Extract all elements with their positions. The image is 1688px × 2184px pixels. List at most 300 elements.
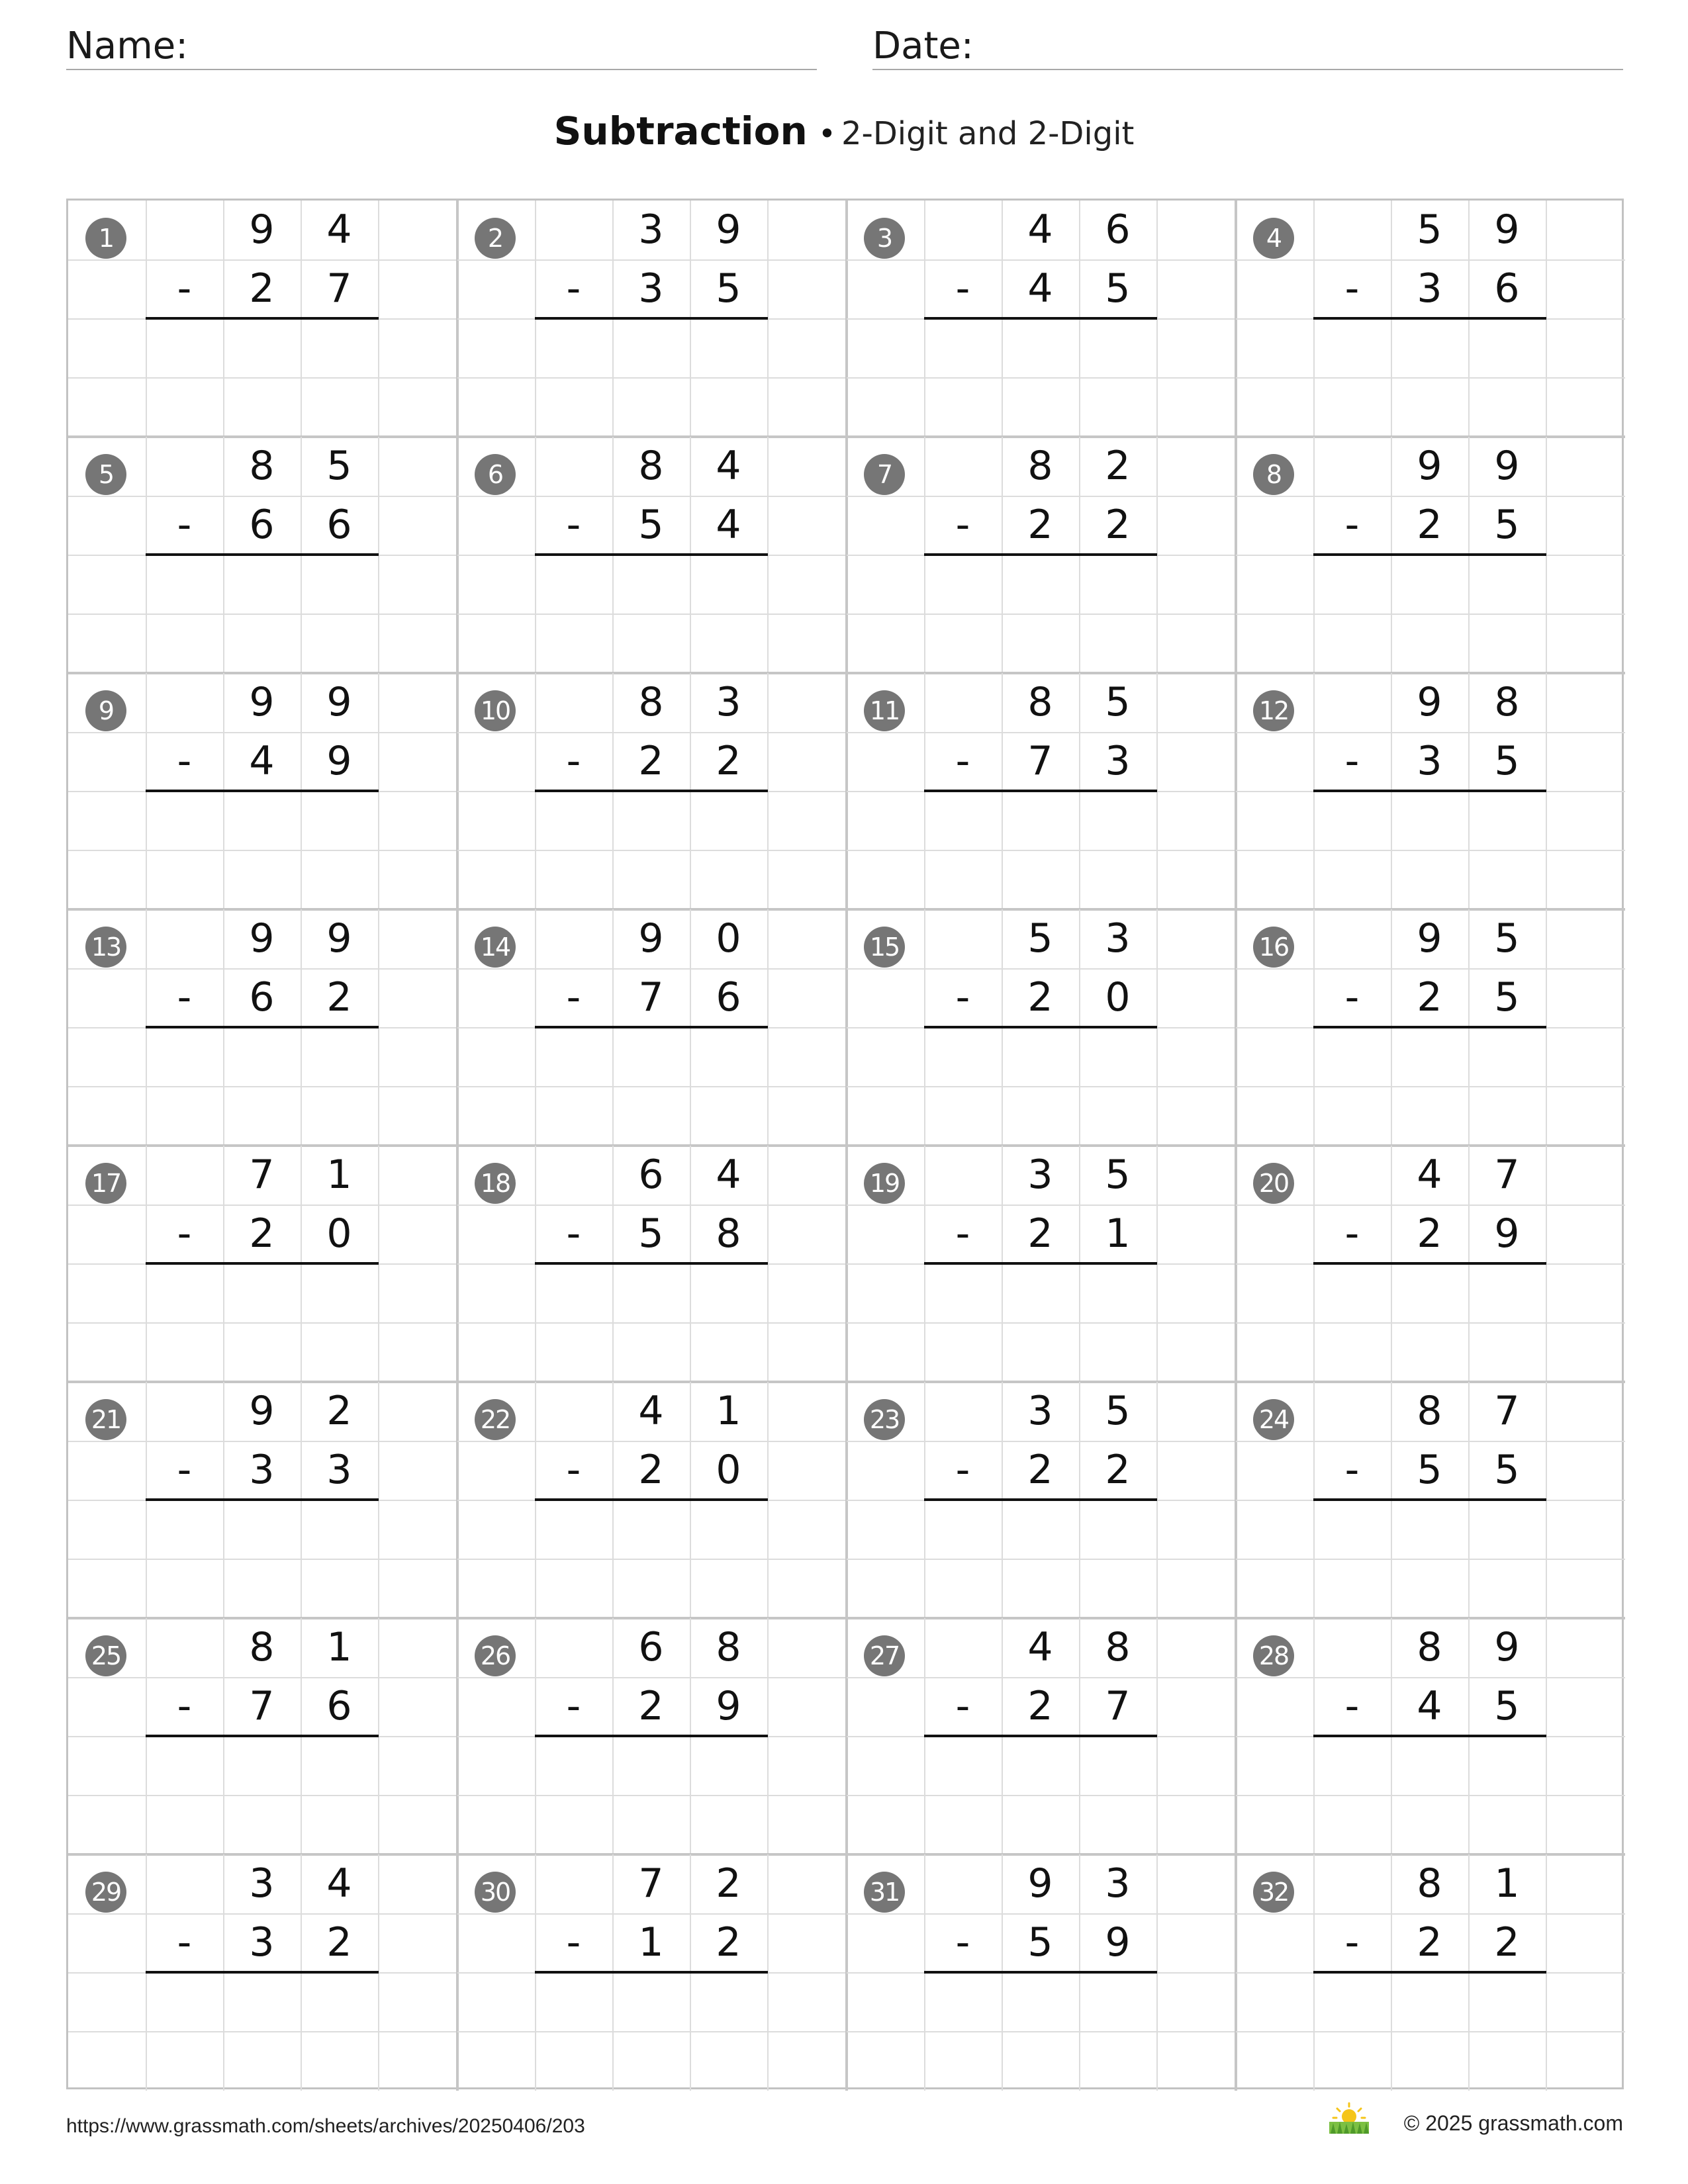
- subtrahend-ones-digit: 9: [1494, 1210, 1520, 1257]
- problem-cell: [847, 1146, 1236, 1382]
- answer-line: [1313, 553, 1546, 556]
- problem-cell: [1236, 1382, 1625, 1618]
- grid-line: [68, 1322, 457, 1324]
- name-field[interactable]: [66, 24, 817, 70]
- minus-sign: -: [1344, 265, 1360, 312]
- answer-line: [535, 553, 768, 556]
- subtrahend-ones-digit: 3: [1105, 738, 1131, 784]
- minuend-tens-digit: 9: [1027, 1860, 1053, 1907]
- problem-number-badge: 3: [864, 218, 905, 259]
- problem-cell: [68, 201, 457, 437]
- problem-number-badge: 9: [85, 690, 126, 731]
- minuend-tens-digit: 9: [1417, 915, 1442, 962]
- subtrahend-ones-digit: 5: [1494, 974, 1520, 1021]
- minuend-tens-digit: 4: [1417, 1152, 1442, 1198]
- answer-line: [146, 1262, 379, 1265]
- minuend-ones-digit: 5: [1105, 1152, 1131, 1198]
- problem-number-badge: 4: [1253, 218, 1294, 259]
- subtrahend-tens-digit: 7: [249, 1683, 275, 1729]
- minuend-tens-digit: 4: [638, 1388, 664, 1434]
- problem-number-badge: 21: [85, 1399, 126, 1440]
- minuend-ones-digit: 6: [1105, 206, 1131, 253]
- minus-sign: -: [566, 738, 581, 784]
- minus-sign: -: [177, 265, 192, 312]
- minuend-ones-digit: 9: [326, 679, 352, 725]
- title-separator: •: [818, 116, 836, 152]
- answer-line: [924, 1498, 1157, 1501]
- subtrahend-ones-digit: 6: [326, 1683, 352, 1729]
- minuend-tens-digit: 9: [249, 679, 275, 725]
- problem-number-badge: 7: [864, 454, 905, 495]
- answer-line: [535, 1971, 768, 1974]
- problem-number-badge: 19: [864, 1163, 905, 1204]
- problem-number-badge: 32: [1253, 1872, 1294, 1913]
- minuend-tens-digit: 6: [638, 1624, 664, 1670]
- problem-number-badge: 18: [475, 1163, 516, 1204]
- minuend-tens-digit: 7: [249, 1152, 275, 1198]
- subtrahend-ones-digit: 2: [1105, 1447, 1131, 1493]
- minuend-ones-digit: 1: [326, 1152, 352, 1198]
- answer-line: [146, 1735, 379, 1737]
- minus-sign: -: [177, 1919, 192, 1966]
- title-subtitle: 2-Digit and 2-Digit: [841, 115, 1135, 152]
- problem-cell: [457, 437, 847, 673]
- minuend-tens-digit: 9: [1417, 679, 1442, 725]
- grid-line: [457, 2031, 847, 2032]
- minuend-tens-digit: 9: [249, 915, 275, 962]
- problem-cell: [457, 1146, 847, 1382]
- problem-cell: [68, 909, 457, 1146]
- minus-sign: -: [1344, 1210, 1360, 1257]
- subtrahend-tens-digit: 6: [249, 502, 275, 548]
- subtrahend-ones-digit: 5: [1105, 265, 1131, 312]
- answer-line: [146, 1026, 379, 1028]
- answer-line: [924, 317, 1157, 320]
- minuend-tens-digit: 9: [249, 206, 275, 253]
- minuend-ones-digit: 9: [716, 206, 741, 253]
- answer-line: [924, 1971, 1157, 1974]
- minuend-ones-digit: 5: [326, 443, 352, 489]
- subtrahend-ones-digit: 0: [716, 1447, 741, 1493]
- subtrahend-ones-digit: 7: [1105, 1683, 1131, 1729]
- grid-line: [457, 1322, 847, 1324]
- problem-cell: [847, 1618, 1236, 1854]
- subtrahend-tens-digit: 7: [1027, 738, 1053, 784]
- answer-line: [146, 790, 379, 792]
- problem-cell: [68, 1146, 457, 1382]
- problem-number-badge: 23: [864, 1399, 905, 1440]
- minuend-ones-digit: 4: [716, 1152, 741, 1198]
- minuend-tens-digit: 5: [1027, 915, 1053, 962]
- minuend-ones-digit: 4: [326, 206, 352, 253]
- minuend-ones-digit: 0: [716, 915, 741, 962]
- answer-line: [1313, 1498, 1546, 1501]
- minus-sign: -: [566, 1447, 581, 1493]
- problem-cell: [1236, 673, 1625, 909]
- minus-sign: -: [1344, 974, 1360, 1021]
- subtrahend-ones-digit: 6: [1494, 265, 1520, 312]
- grid-line: [68, 1559, 457, 1560]
- minuend-tens-digit: 6: [638, 1152, 664, 1198]
- minus-sign: -: [955, 1683, 970, 1729]
- minuend-ones-digit: 7: [1494, 1152, 1520, 1198]
- grid-line: [68, 1086, 457, 1087]
- minus-sign: -: [955, 265, 970, 312]
- answer-line: [924, 1735, 1157, 1737]
- minuend-tens-digit: 9: [638, 915, 664, 962]
- minuend-ones-digit: 4: [326, 1860, 352, 1907]
- minus-sign: -: [177, 1210, 192, 1257]
- problem-cell: [457, 201, 847, 437]
- grid-line: [68, 614, 457, 615]
- subtrahend-tens-digit: 2: [249, 1210, 275, 1257]
- problem-number-badge: 2: [475, 218, 516, 259]
- minus-sign: -: [1344, 738, 1360, 784]
- minuend-tens-digit: 5: [1417, 206, 1442, 253]
- subtrahend-tens-digit: 1: [638, 1919, 664, 1966]
- answer-line: [146, 1498, 379, 1501]
- subtrahend-tens-digit: 2: [1027, 1683, 1053, 1729]
- minuend-ones-digit: 1: [716, 1388, 741, 1434]
- problem-number-badge: 28: [1253, 1635, 1294, 1676]
- problem-cell: [1236, 909, 1625, 1146]
- minus-sign: -: [1344, 1919, 1360, 1966]
- subtrahend-ones-digit: 2: [1494, 1919, 1520, 1966]
- problem-number-badge: 15: [864, 927, 905, 968]
- problem-cell: [1236, 1146, 1625, 1382]
- problem-number-badge: 1: [85, 218, 126, 259]
- subtrahend-tens-digit: 3: [1417, 738, 1442, 784]
- problem-cell: [847, 1854, 1236, 2091]
- minuend-tens-digit: 8: [1417, 1624, 1442, 1670]
- minus-sign: -: [566, 502, 581, 548]
- problem-number-badge: 12: [1253, 690, 1294, 731]
- minuend-ones-digit: 9: [326, 915, 352, 962]
- answer-line: [535, 317, 768, 320]
- subtrahend-tens-digit: 3: [1417, 265, 1442, 312]
- answer-line: [1313, 1026, 1546, 1028]
- grid-line: [457, 377, 847, 379]
- problem-number-badge: 27: [864, 1635, 905, 1676]
- minuend-ones-digit: 8: [716, 1624, 741, 1670]
- minus-sign: -: [955, 1210, 970, 1257]
- minuend-tens-digit: 4: [1027, 1624, 1053, 1670]
- problem-number-badge: 22: [475, 1399, 516, 1440]
- subtrahend-tens-digit: 3: [638, 265, 664, 312]
- grid-line: [847, 614, 1236, 615]
- answer-line: [535, 790, 768, 792]
- subtrahend-tens-digit: 4: [1417, 1683, 1442, 1729]
- subtrahend-tens-digit: 2: [1417, 502, 1442, 548]
- subtrahend-tens-digit: 3: [249, 1919, 275, 1966]
- subtrahend-tens-digit: 2: [1417, 1919, 1442, 1966]
- minuend-tens-digit: 8: [1027, 679, 1053, 725]
- subtrahend-ones-digit: 6: [716, 974, 741, 1021]
- subtrahend-ones-digit: 5: [1494, 502, 1520, 548]
- grid-line: [1236, 614, 1625, 615]
- answer-line: [146, 317, 379, 320]
- minus-sign: -: [1344, 502, 1360, 548]
- problem-cell: [457, 1618, 847, 1854]
- grid-line: [847, 1795, 1236, 1796]
- minuend-tens-digit: 8: [249, 443, 275, 489]
- answer-line: [535, 1498, 768, 1501]
- minus-sign: -: [955, 1447, 970, 1493]
- minuend-ones-digit: 1: [1494, 1860, 1520, 1907]
- problem-cell: [68, 673, 457, 909]
- problem-number-badge: 31: [864, 1872, 905, 1913]
- problem-number-badge: 26: [475, 1635, 516, 1676]
- grid-line: [847, 377, 1236, 379]
- minus-sign: -: [566, 265, 581, 312]
- minus-sign: -: [955, 974, 970, 1021]
- problem-number-badge: 5: [85, 454, 126, 495]
- minuend-tens-digit: 3: [249, 1860, 275, 1907]
- subtrahend-ones-digit: 3: [326, 1447, 352, 1493]
- grid-line: [68, 1795, 457, 1796]
- problem-number-badge: 16: [1253, 927, 1294, 968]
- subtrahend-ones-digit: 2: [326, 1919, 352, 1966]
- subtrahend-ones-digit: 2: [326, 974, 352, 1021]
- minus-sign: -: [177, 974, 192, 1021]
- title-main: Subtraction: [553, 109, 808, 154]
- problem-cell: [457, 673, 847, 909]
- minuend-tens-digit: 9: [1417, 443, 1442, 489]
- problem-cell: [847, 201, 1236, 437]
- minuend-ones-digit: 9: [1494, 1624, 1520, 1670]
- grid-line: [457, 1795, 847, 1796]
- problem-cell: [68, 1618, 457, 1854]
- subtrahend-ones-digit: 7: [326, 265, 352, 312]
- grid-line: [1236, 1559, 1625, 1560]
- subtrahend-tens-digit: 2: [1027, 1210, 1053, 1257]
- answer-line: [1313, 1735, 1546, 1737]
- minuend-tens-digit: 7: [638, 1860, 664, 1907]
- problem-number-badge: 17: [85, 1163, 126, 1204]
- minus-sign: -: [1344, 1683, 1360, 1729]
- subtrahend-tens-digit: 5: [638, 502, 664, 548]
- answer-line: [924, 790, 1157, 792]
- problem-cell: [847, 673, 1236, 909]
- problem-number-badge: 13: [85, 927, 126, 968]
- answer-line: [1313, 1262, 1546, 1265]
- problem-number-badge: 14: [475, 927, 516, 968]
- subtrahend-ones-digit: 9: [326, 738, 352, 784]
- minuend-ones-digit: 5: [1105, 1388, 1131, 1434]
- problem-number-badge: 11: [864, 690, 905, 731]
- subtrahend-tens-digit: 2: [638, 1447, 664, 1493]
- grid-line: [457, 850, 847, 851]
- subtrahend-tens-digit: 2: [1027, 1447, 1053, 1493]
- subtrahend-ones-digit: 5: [1494, 738, 1520, 784]
- minuend-tens-digit: 3: [638, 206, 664, 253]
- problem-cell: [1236, 437, 1625, 673]
- minus-sign: -: [955, 1919, 970, 1966]
- problem-grid: [66, 199, 1624, 2089]
- minuend-tens-digit: 3: [1027, 1388, 1053, 1434]
- minuend-ones-digit: 3: [1105, 915, 1131, 962]
- minus-sign: -: [566, 1919, 581, 1966]
- subtrahend-ones-digit: 5: [716, 265, 741, 312]
- answer-line: [146, 553, 379, 556]
- minuend-tens-digit: 8: [1417, 1388, 1442, 1434]
- problem-cell: [457, 1382, 847, 1618]
- subtrahend-ones-digit: 0: [326, 1210, 352, 1257]
- problem-cell: [457, 1854, 847, 2091]
- minuend-ones-digit: 5: [1494, 915, 1520, 962]
- subtrahend-ones-digit: 9: [1105, 1919, 1131, 1966]
- subtrahend-tens-digit: 5: [638, 1210, 664, 1257]
- minuend-ones-digit: 8: [1494, 679, 1520, 725]
- minuend-ones-digit: 3: [1105, 1860, 1131, 1907]
- subtrahend-ones-digit: 4: [716, 502, 741, 548]
- answer-line: [535, 1262, 768, 1265]
- subtrahend-tens-digit: 5: [1027, 1919, 1053, 1966]
- subtrahend-tens-digit: 5: [1417, 1447, 1442, 1493]
- answer-line: [924, 1262, 1157, 1265]
- problem-cell: [847, 1382, 1236, 1618]
- answer-line: [1313, 790, 1546, 792]
- answer-line: [535, 1735, 768, 1737]
- minuend-ones-digit: 8: [1105, 1624, 1131, 1670]
- grid-line: [457, 614, 847, 615]
- subtrahend-ones-digit: 5: [1494, 1683, 1520, 1729]
- subtrahend-tens-digit: 6: [249, 974, 275, 1021]
- answer-line: [1313, 1971, 1546, 1974]
- subtrahend-ones-digit: 8: [716, 1210, 741, 1257]
- problem-cell: [847, 909, 1236, 1146]
- grid-line: [1236, 2031, 1625, 2032]
- subtrahend-ones-digit: 1: [1105, 1210, 1131, 1257]
- footer-url: https://www.grassmath.com/sheets/archives/20250406/203: [66, 2115, 585, 2137]
- grid-line: [847, 1322, 1236, 1324]
- subtrahend-tens-digit: 2: [638, 1683, 664, 1729]
- minuend-tens-digit: 8: [1417, 1860, 1442, 1907]
- problem-cell: [457, 909, 847, 1146]
- answer-line: [924, 553, 1157, 556]
- minus-sign: -: [566, 974, 581, 1021]
- subtrahend-tens-digit: 3: [249, 1447, 275, 1493]
- minus-sign: -: [566, 1210, 581, 1257]
- footer-copyright: © 2025 grassmath.com: [1403, 2111, 1623, 2135]
- answer-line: [146, 1971, 379, 1974]
- grid-line: [847, 2031, 1236, 2032]
- grid-line: [1236, 1795, 1625, 1796]
- problem-cell: [847, 437, 1236, 673]
- grid-line: [457, 1559, 847, 1560]
- subtrahend-tens-digit: 2: [1417, 1210, 1442, 1257]
- subtrahend-tens-digit: 2: [1417, 974, 1442, 1021]
- grid-line: [1236, 1086, 1625, 1087]
- problem-number-badge: 10: [475, 690, 516, 731]
- minus-sign: -: [177, 502, 192, 548]
- minuend-ones-digit: 9: [1494, 443, 1520, 489]
- date-field[interactable]: [872, 24, 1623, 70]
- grid-line: [68, 850, 457, 851]
- subtrahend-tens-digit: 2: [1027, 974, 1053, 1021]
- grid-line: [68, 377, 457, 379]
- subtrahend-tens-digit: 7: [638, 974, 664, 1021]
- minuend-ones-digit: 3: [716, 679, 741, 725]
- answer-line: [535, 1026, 768, 1028]
- minuend-ones-digit: 5: [1105, 679, 1131, 725]
- minuend-tens-digit: 8: [1027, 443, 1053, 489]
- subtrahend-ones-digit: 2: [716, 1919, 741, 1966]
- problem-number-badge: 6: [475, 454, 516, 495]
- date-label: Date:: [872, 24, 974, 68]
- minuend-tens-digit: 8: [638, 443, 664, 489]
- answer-line: [924, 1026, 1157, 1028]
- grass-sun-logo-icon: [1328, 2102, 1370, 2135]
- subtrahend-ones-digit: 2: [1105, 502, 1131, 548]
- minus-sign: -: [1344, 1447, 1360, 1493]
- problem-number-badge: 30: [475, 1872, 516, 1913]
- subtrahend-tens-digit: 4: [249, 738, 275, 784]
- subtrahend-ones-digit: 9: [716, 1683, 741, 1729]
- minuend-ones-digit: 7: [1494, 1388, 1520, 1434]
- minus-sign: -: [177, 1683, 192, 1729]
- subtrahend-tens-digit: 2: [249, 265, 275, 312]
- subtrahend-ones-digit: 2: [716, 738, 741, 784]
- problem-cell: [68, 1382, 457, 1618]
- grid-line: [457, 1086, 847, 1087]
- problem-number-badge: 25: [85, 1635, 126, 1676]
- minuend-tens-digit: 8: [638, 679, 664, 725]
- minus-sign: -: [177, 738, 192, 784]
- grid-line: [847, 1086, 1236, 1087]
- grid-line: [68, 2031, 457, 2032]
- minuend-tens-digit: 9: [249, 1388, 275, 1434]
- problem-number-badge: 24: [1253, 1399, 1294, 1440]
- problem-cell: [1236, 1618, 1625, 1854]
- problem-cell: [1236, 1854, 1625, 2091]
- worksheet-title: [0, 105, 1688, 167]
- minuend-ones-digit: 4: [716, 443, 741, 489]
- subtrahend-tens-digit: 4: [1027, 265, 1053, 312]
- minuend-ones-digit: 2: [326, 1388, 352, 1434]
- problem-number-badge: 20: [1253, 1163, 1294, 1204]
- grid-line: [1236, 850, 1625, 851]
- problem-cell: [68, 1854, 457, 2091]
- problem-cell: [1236, 201, 1625, 437]
- problem-number-badge: 8: [1253, 454, 1294, 495]
- subtrahend-ones-digit: 6: [326, 502, 352, 548]
- minuend-ones-digit: 1: [326, 1624, 352, 1670]
- grid-line: [847, 1559, 1236, 1560]
- grid-line: [847, 850, 1236, 851]
- grid-line: [1236, 1322, 1625, 1324]
- minuend-ones-digit: 9: [1494, 206, 1520, 253]
- minuend-tens-digit: 8: [249, 1624, 275, 1670]
- grid-line: [1236, 377, 1625, 379]
- name-label: Name:: [66, 24, 189, 68]
- answer-line: [1313, 317, 1546, 320]
- problem-cell: [68, 437, 457, 673]
- problem-number-badge: 29: [85, 1872, 126, 1913]
- subtrahend-ones-digit: 5: [1494, 1447, 1520, 1493]
- minus-sign: -: [566, 1683, 581, 1729]
- minus-sign: -: [955, 502, 970, 548]
- minuend-ones-digit: 2: [1105, 443, 1131, 489]
- minuend-tens-digit: 3: [1027, 1152, 1053, 1198]
- subtrahend-tens-digit: 2: [638, 738, 664, 784]
- subtrahend-ones-digit: 0: [1105, 974, 1131, 1021]
- minus-sign: -: [177, 1447, 192, 1493]
- minuend-ones-digit: 2: [716, 1860, 741, 1907]
- minuend-tens-digit: 4: [1027, 206, 1053, 253]
- subtrahend-tens-digit: 2: [1027, 502, 1053, 548]
- minus-sign: -: [955, 738, 970, 784]
